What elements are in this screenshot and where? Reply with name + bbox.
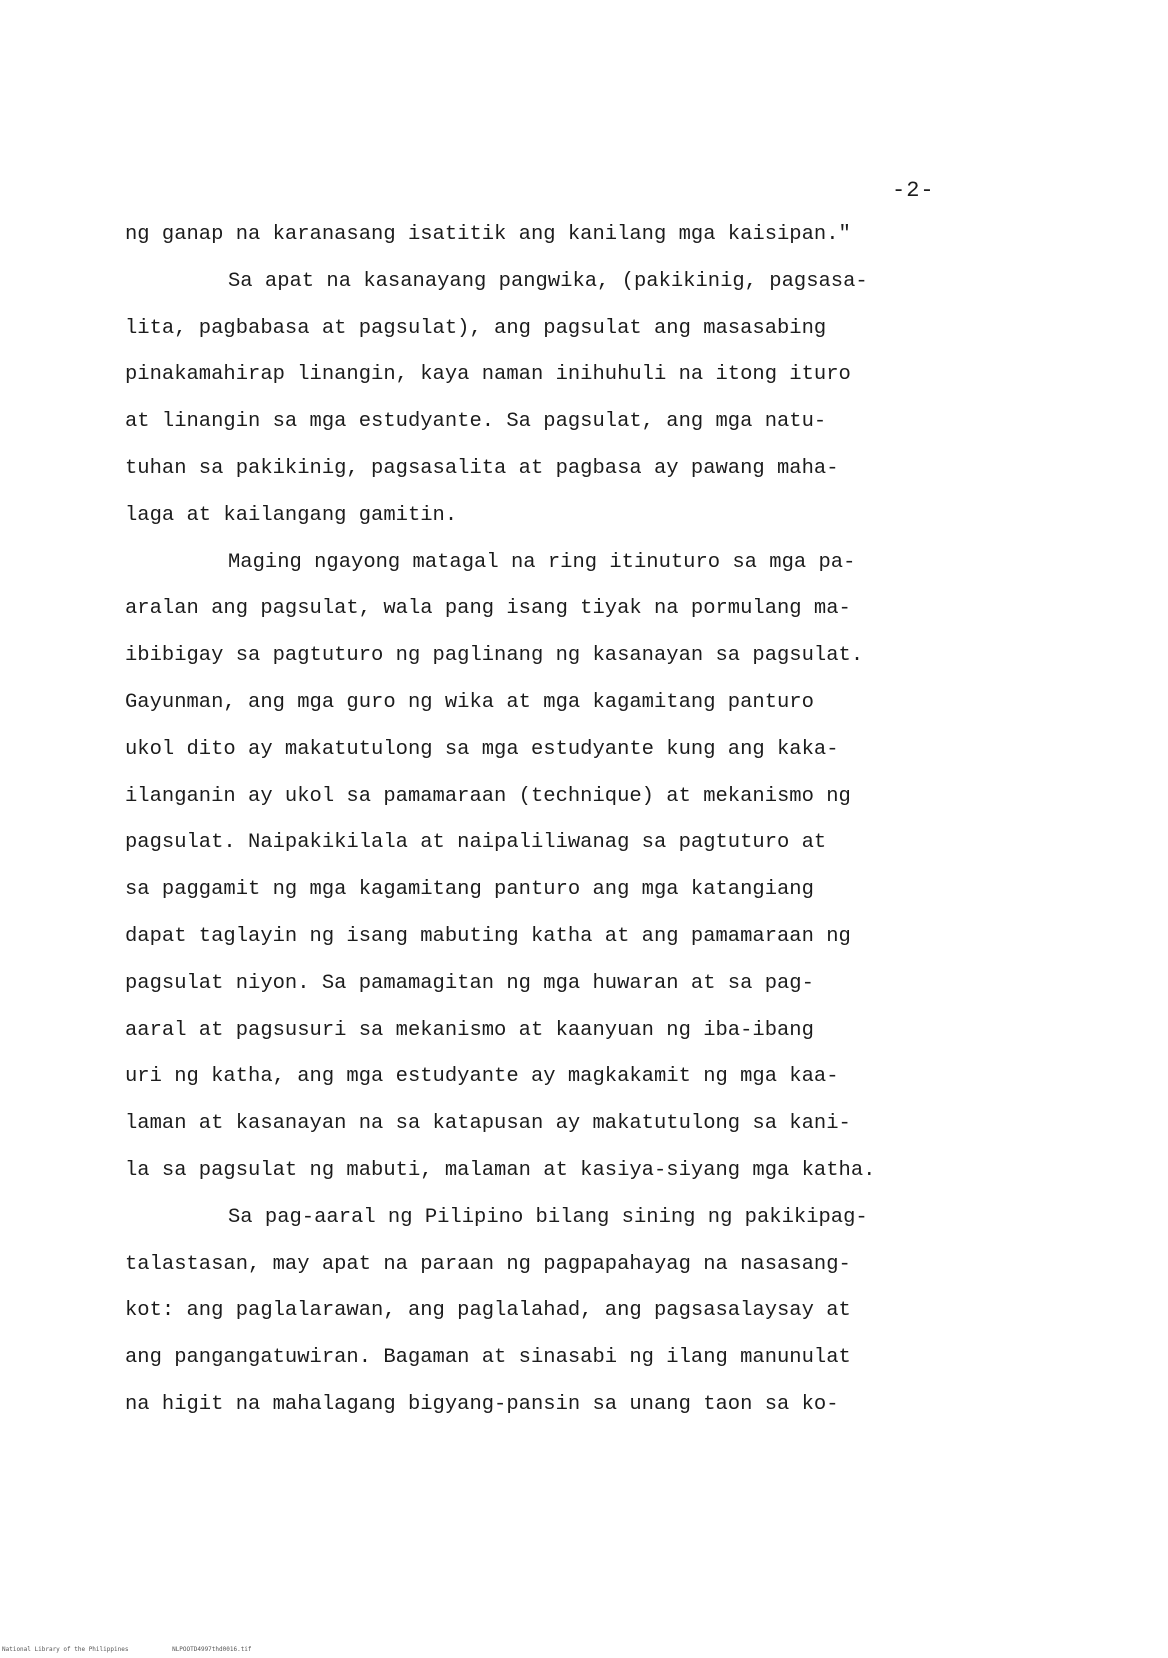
footer-library: National Library of the Philippines <box>2 1646 129 1653</box>
text-line: ang pangangatuwiran. Bagaman at sinasabi ng ilang manunulat <box>125 1346 851 1370</box>
text-line: Gayunman, ang mga guro ng wika at mga kagamitang panturo <box>125 690 814 714</box>
text-line: at linangin sa mga estudyante. Sa pagsulat, ang mga natu- <box>125 410 827 434</box>
text-line: tuhan sa pakikinig, pagsasalita at pagbasa ay pawang maha- <box>125 456 839 480</box>
text-line: ukol dito ay makatutulong sa mga estudyante kung ang kaka- <box>125 737 839 761</box>
text-line: laman at kasanayan na sa katapusan ay makatutulong sa kani- <box>125 1112 851 1136</box>
body-text <box>125 212 985 1429</box>
text-line: aralan ang pagsulat, wala pang isang tiyak na pormulang ma- <box>125 597 851 621</box>
text-line: ilanganin ay ukol sa pamamaraan (technique) at mekanismo ng <box>125 784 851 808</box>
footer <box>2 1646 292 1653</box>
text-line: talastasan, may apat na paraan ng pagpapahayag na nasasang- <box>125 1252 851 1276</box>
text-line: pagsulat niyon. Sa pamamagitan ng mga huwaran at sa pag- <box>125 971 814 995</box>
text-line: la sa pagsulat ng mabuti, malaman at kasiya-siyang mga katha. <box>125 1158 876 1182</box>
text-line: laga at kailangang gamitin. <box>125 503 458 527</box>
text-line: ng ganap na karanasang isatitik ang kanilang mga kaisipan." <box>125 223 851 246</box>
text-line: uri ng katha, ang mga estudyante ay magkakamit ng mga kaa- <box>125 1065 839 1089</box>
footer-file-id: NLPOOTD4997thd0016.tif <box>172 1646 252 1653</box>
text-line: ibibigay sa pagtuturo ng paglinang ng kasanayan sa pagsulat. <box>125 644 864 668</box>
text-line: kot: ang paglalarawan, ang paglalahad, ang pagsasalaysay at <box>125 1299 851 1323</box>
text-line: na higit na mahalagang bigyang-pansin sa unang taon sa ko- <box>125 1392 839 1416</box>
text-line: Sa pag-aaral ng Pilipino bilang sining ng pakikipag- <box>228 1205 868 1229</box>
text-line: Maging ngayong matagal na ring itinuturo sa mga pa- <box>228 550 856 574</box>
text-line: dapat taglayin ng isang mabuting katha at ang pamamaraan ng <box>125 924 851 948</box>
text-line: pagsulat. Naipakikilala at naipaliliwanag sa pagtuturo at <box>125 831 827 855</box>
text-line: lita, pagbabasa at pagsulat), ang pagsulat ang masasabing <box>125 316 827 340</box>
text-line: sa paggamit ng mga kagamitang panturo ang mga katangiang <box>125 878 814 902</box>
text-line: aaral at pagsusuri sa mekanismo at kaanyuan ng iba-ibang <box>125 1018 814 1042</box>
text-line: pinakamahirap linangin, kaya naman inihuhuli na itong ituro <box>125 363 851 387</box>
text-line: Sa apat na kasanayang pangwika, (pakikinig, pagsasa- <box>228 269 868 293</box>
page-number: -2- <box>892 178 935 203</box>
